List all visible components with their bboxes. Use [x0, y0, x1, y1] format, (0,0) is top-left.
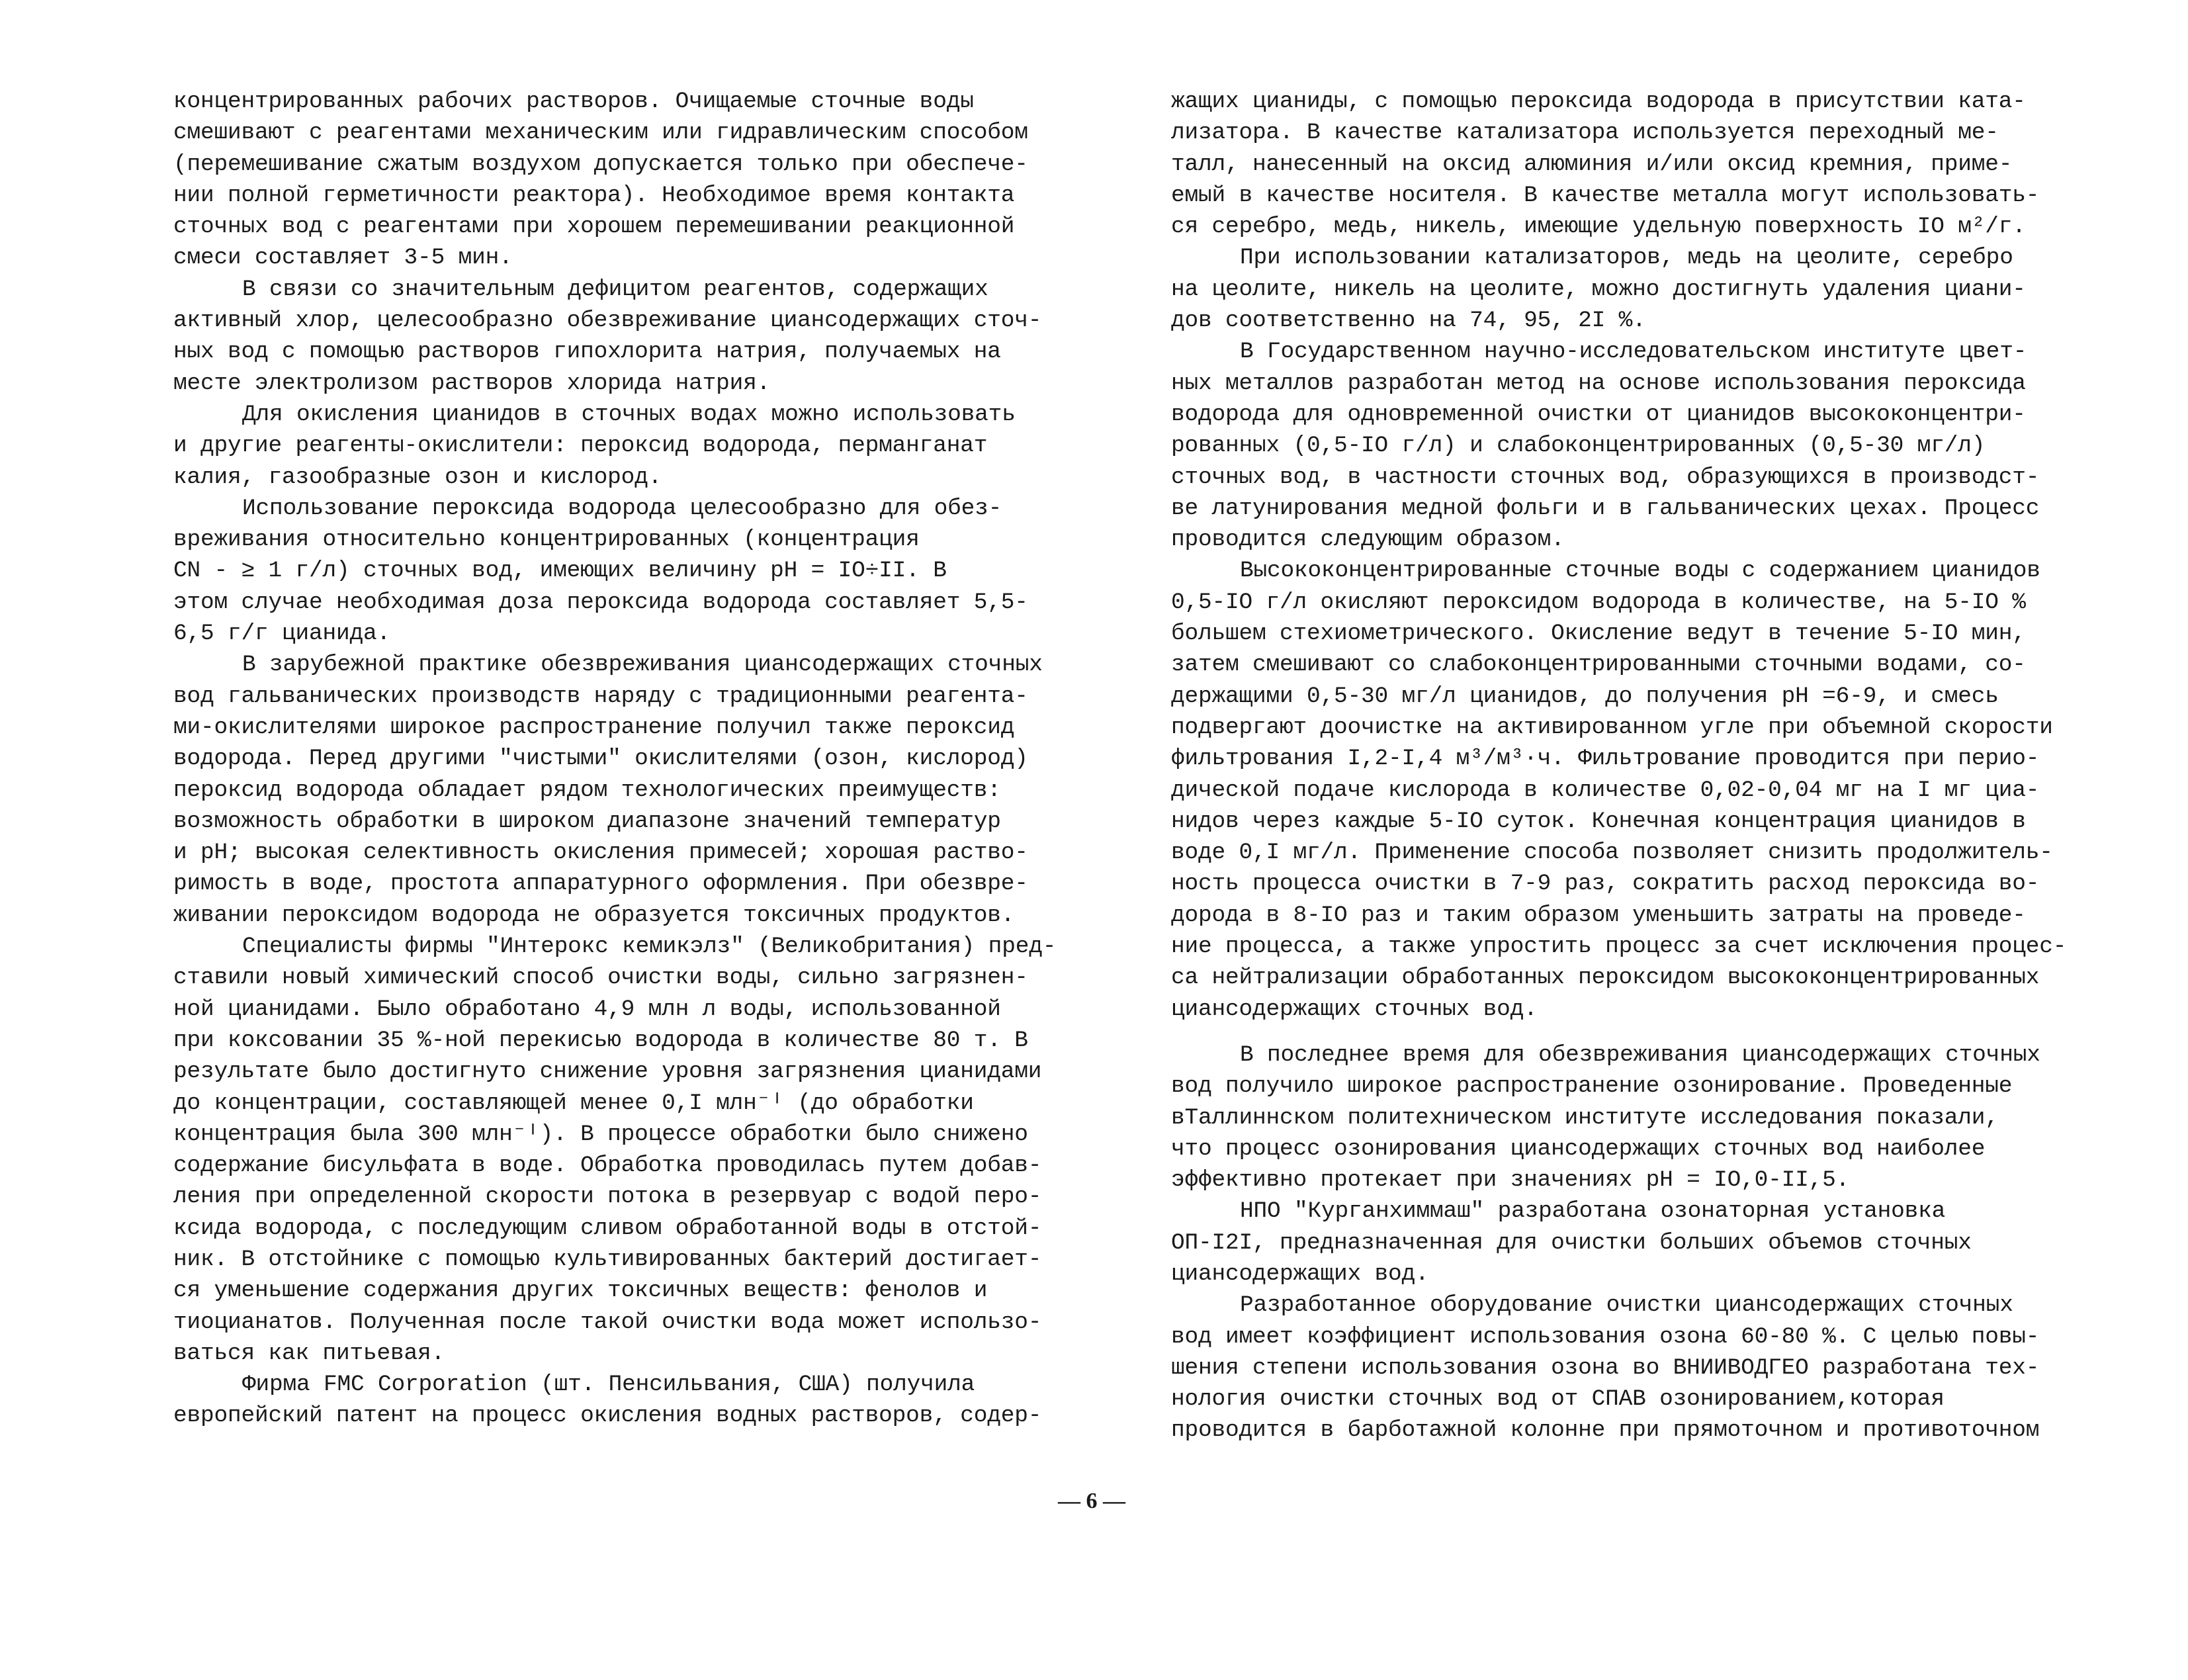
text-line: Для окисления цианидов в сточных водах можно использовать	[242, 401, 1016, 427]
text-line: эффективно протекает при значениях рН = IO,0-II,5.	[1171, 1167, 1850, 1194]
text-line: смеси составляет 3-5 мин.	[173, 245, 513, 271]
text-line: ся уменьшение содержания других токсичных веществ: фенолов и	[173, 1278, 988, 1304]
text-line: ся серебро, медь, никель, имеющие удельную поверхность IO м²/г.	[1171, 214, 2026, 240]
text-line: жащих цианиды, с помощью пероксида водорода в присутствии ката-	[1171, 89, 2026, 114]
text-line: вод гальванических производств наряду с традиционными реагента-	[173, 683, 1028, 709]
text-line: вТаллиннском политехническом институте исследования показали,	[1171, 1104, 1999, 1131]
text-line: содержание бисульфата в воде. Обработка проводилась путем добав-	[173, 1153, 1042, 1179]
text-line: ной цианидами. Было обработано 4,9 млн л воды, использованной	[173, 996, 1001, 1022]
text-line: нология очистки сточных вод от СПАВ озонированием,которая	[1171, 1386, 1945, 1413]
text-line: талл, нанесенный на оксид алюминия и/или оксид кремния, приме-	[1171, 151, 2013, 177]
text-line: Использование пероксида водорода целесообразно для обез-	[242, 495, 1002, 521]
text-line: рованных (0,5-IO г/л) и слабоконцентрированных (0,5-30 мг/л)	[1171, 433, 1986, 459]
text-line: водорода. Перед другими "чистыми" окислителями (озон, кислород)	[173, 746, 1028, 772]
text-line: нии полной герметичности реактора). Необходимое время контакта	[173, 182, 1015, 208]
text-line: дорода в 8-IO раз и таким образом уменьшить затраты на проведе-	[1171, 902, 2026, 928]
paragraph-gap	[1171, 1025, 2051, 1039]
text-line: ваться как питьевая.	[173, 1340, 445, 1366]
text-line: емый в качестве носителя. В качестве металла могут использовать-	[1171, 182, 2040, 208]
text-line: сточных вод, в частности сточных вод, образующихся в производст-	[1171, 464, 2040, 490]
text-line: Высококонцентрированные сточные воды с содержанием цианидов	[1240, 558, 2040, 584]
text-line: (перемешивание сжатым воздухом допускается только при обеспече-	[173, 151, 1028, 177]
text-line: вреживания относительно концентрированных (концентрация	[173, 527, 920, 553]
text-line: активный хлор, целесообразно обезвреживание циансодержащих сточ-	[173, 308, 1042, 334]
text-line: дов соответственно на 74, 95, 2I %.	[1171, 308, 1646, 334]
text-line: концентрированных рабочих растворов. Очищаемые сточные воды	[173, 89, 974, 114]
right-column	[1171, 86, 2067, 1446]
text-line: дической подаче кислорода в количестве 0,02-0,04 мг на I мг циа-	[1171, 777, 2040, 803]
text-line: шения степени использования озона во ВНИИВОДГЕО разработана тех-	[1171, 1354, 2040, 1381]
text-line: проводится следующим образом.	[1171, 527, 1565, 553]
text-line: ник. В отстойнике с помощью культивированных бактерий достигает-	[173, 1246, 1042, 1272]
text-line: 0,5-IO г/л окисляют пероксидом водорода в количестве, на 5-IO %	[1171, 589, 2026, 615]
text-line: ность процесса очистки в 7-9 раз, сократить расход пероксида во-	[1171, 871, 2040, 897]
text-line: держащими 0,5-30 мг/л цианидов, до получения рН =6-9, и смесь	[1171, 683, 1999, 709]
text-line: пероксид водорода обладает рядом технологических преимуществ:	[173, 777, 1001, 803]
text-line: фильтрования I,2-I,4 м³/м³·ч. Фильтрование проводится при перио-	[1171, 746, 2040, 772]
text-line: 6,5 г/г цианида.	[173, 621, 391, 647]
text-line: циансодержащих вод.	[1171, 1260, 1429, 1287]
text-line: При использовании катализаторов, медь на цеолите, серебро	[1240, 245, 2013, 271]
text-line: В последнее время для обезвреживания циансодержащих сточных	[1240, 1041, 2040, 1068]
text-line: на цеолите, никель на цеолите, можно достигнуть удаления циани-	[1171, 276, 2026, 302]
text-line: что процесс озонирования циансодержащих сточных вод наиболее	[1171, 1135, 1986, 1162]
text-line: сточных вод с реагентами при хорошем перемешивании реакционной	[173, 214, 1015, 240]
text-line: калия, газообразные озон и кислород.	[173, 464, 662, 490]
text-line: тиоцианатов. Полученная после такой очистки вода может использо-	[173, 1309, 1042, 1335]
text-line: нидов через каждые 5-IO суток. Конечная концентрация цианидов в	[1171, 808, 2026, 834]
text-line: живании пероксидом водорода не образуется токсичных продуктов.	[173, 902, 1015, 928]
text-line: В Государственном научно-исследовательском институте цвет-	[1240, 339, 2027, 365]
text-line: ных вод с помощью растворов гипохлорита натрия, получаемых на	[173, 339, 1001, 365]
text-line: проводится в барботажной колонне при прямоточном и противоточном	[1171, 1417, 2040, 1444]
text-line: ми-окислителями широкое распространение получил также пероксид	[173, 714, 1015, 740]
text-line: подвергают доочистке на активированном угле при объемной скорости	[1171, 714, 2053, 740]
text-line: ОП-I2I, предназначенная для очистки больших объемов сточных	[1171, 1229, 1972, 1256]
text-line: и рН; высокая селективность окисления примесей; хорошая раство-	[173, 840, 1028, 866]
text-line: Фирма FMC Corporation (шт. Пенсильвания, США) получила	[242, 1372, 975, 1398]
text-line: концентрация была 300 млн⁻ᴵ). В процессе обработки было снижено	[173, 1121, 1028, 1147]
text-line: большем стехиометрического. Окисление ведут в течение 5-IO мин,	[1171, 621, 2026, 647]
text-line: ных металлов разработан метод на основе использования пероксида	[1171, 370, 2026, 396]
text-line: результате было достигнуто снижение уровня загрязнения цианидами	[173, 1059, 1042, 1085]
text-line: до концентрации, составляющей менее 0,I млн⁻ᴵ (до обработки	[173, 1090, 974, 1116]
text-line: месте электролизом растворов хлорида натрия.	[173, 370, 771, 396]
text-line: европейский патент на процесс окисления водных растворов, содер-	[173, 1403, 1042, 1429]
text-line: ние процесса, а также упростить процесс за счет исключения процес-	[1171, 934, 2067, 960]
left-column	[173, 86, 1057, 1432]
text-line: са нейтрализации обработанных пероксидом высококонцентрированных	[1171, 965, 2040, 991]
text-line: В зарубежной практике обезвреживания циансодержащих сточных	[242, 652, 1043, 678]
text-line: CN - ≥ 1 г/л) сточных вод, имеющих величину рН = IO÷II. В	[173, 558, 947, 584]
text-line: Специалисты фирмы "Интерокс кемикэлз" (Великобритания) пред-	[242, 934, 1057, 960]
text-line: и другие реагенты-окислители: пероксид водорода, перманганат	[173, 433, 988, 459]
text-line: воде 0,I мг/л. Применение способа позволяет снизить продолжитель-	[1171, 840, 2053, 866]
text-line: водорода для одновременной очистки от цианидов высококонцентри-	[1171, 401, 2026, 427]
text-line: циансодержащих сточных вод.	[1171, 996, 1538, 1022]
text-line: смешивают с реагентами механическим или гидравлическим способом	[173, 120, 1028, 146]
text-line: ве латунирования медной фольги и в гальванических цехах. Процесс	[1171, 495, 2040, 521]
text-line: римость в воде, простота аппаратурного оформления. При обезвре-	[173, 871, 1028, 897]
text-line: лизатора. В качестве катализатора используется переходный ме-	[1171, 120, 1999, 146]
text-line: вод получило широкое распространение озонирование. Проведенные	[1171, 1073, 2013, 1100]
text-line: затем смешивают со слабоконцентрированными сточными водами, со-	[1171, 652, 2026, 678]
page-number: — 6 —	[1058, 1489, 1125, 1513]
text-line: НПО "Курганхиммаш" разработана озонаторная установка	[1240, 1198, 1946, 1225]
text-line: при коксовании 35 %-ной перекисью водорода в количестве 80 т. В	[173, 1027, 1028, 1053]
text-line: ксида водорода, с последующим сливом обработанной воды в отстой-	[173, 1215, 1042, 1241]
text-line: возможность обработки в широком диапазоне значений температур	[173, 808, 1001, 834]
text-line: ставили новый химический способ очистки воды, сильно загрязнен-	[173, 965, 1028, 991]
text-line: этом случае необходимая доза пероксида водорода составляет 5,5-	[173, 589, 1028, 615]
text-line: вод имеет коэффициент использования озона 60-80 %. С целью повы-	[1171, 1323, 2040, 1350]
text-line: Разработанное оборудование очистки циансодержащих сточных	[1240, 1292, 2013, 1319]
text-line: В связи со значительным дефицитом реагентов, содержащих	[242, 276, 988, 302]
text-line: ления при определенной скорости потока в резервуар с водой перо-	[173, 1184, 1042, 1210]
